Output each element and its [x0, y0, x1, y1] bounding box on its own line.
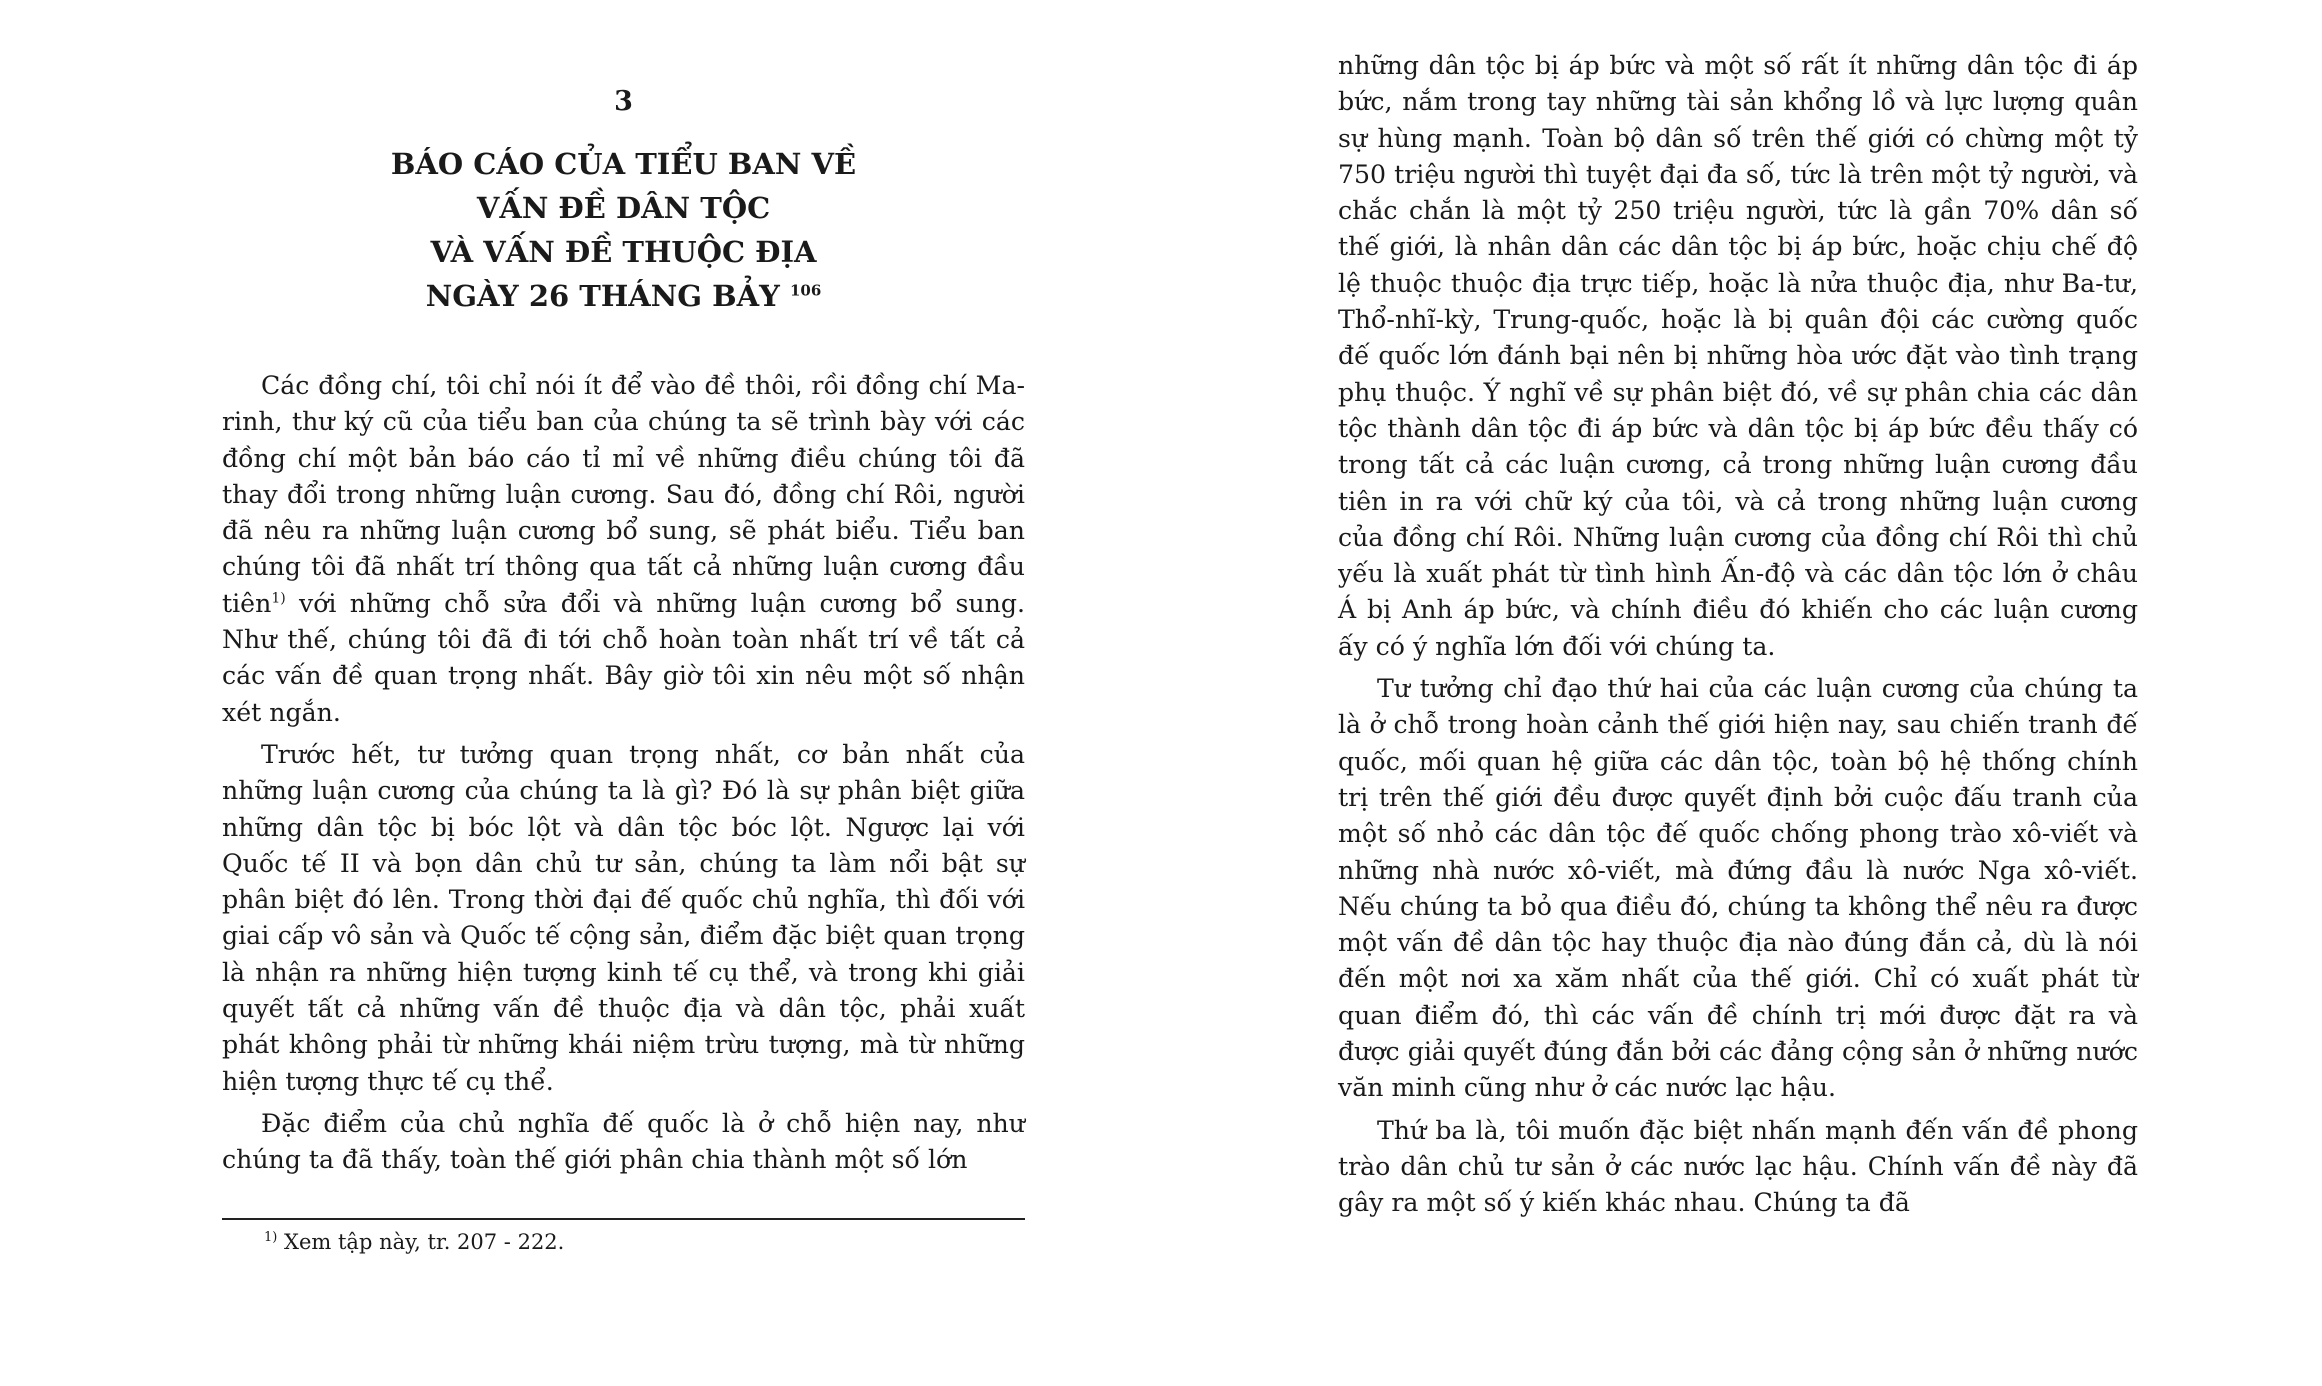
footnote-mark: 1) — [264, 1230, 278, 1245]
title-line-4-text: NGÀY 26 THÁNG BẢY — [425, 279, 780, 313]
footnote — [264, 1228, 564, 1256]
left-paragraph-1 — [222, 368, 1025, 731]
footnote-divider — [222, 1218, 1025, 1220]
chapter-title — [222, 142, 1025, 318]
right-paragraph-2: Tư tưởng chỉ đạo thứ hai của các luận cương của chúng ta là ở chỗ trong hoàn cảnh thế giới hiện nay, sau chiến tranh đế quốc, mối quan hệ giữa các dân tộc, toàn bộ hệ thống chính trị trên thế giới đều được quyết định bởi cuộc đấu tranh của một số nhỏ các dân tộc đế quốc chống phong trào xô-viết và những nhà nước xô-viết, mà đứng đầu là nước Nga xô-viết. Nếu chúng ta bỏ qua điều đó, chúng ta không thể nêu ra được một vấn đề dân tộc hay thuộc địa nào đúng đắn cả, dù là nói đến một nơi xa xăm nhất của thế giới. Chỉ có xuất phát từ quan điểm đó, thì các vấn đề chính trị mới được đặt ra và được giải quyết đúng đắn bởi các đảng cộng sản ở những nước văn minh cũng như ở các nước lạc hậu. — [1338, 674, 2138, 1103]
title-line-2: VẤN ĐỀ DÂN TỘC — [476, 191, 771, 225]
left-paragraph-1-part-1: Các đồng chí, tôi chỉ nói ít để vào đề thôi, rồi đồng chí Ma-rinh, thư ký cũ của tiểu ban của chúng ta sẽ trình bày với các đồng chí một bản báo cáo tỉ mỉ về những điều chúng tôi đã thay đổi trong những luận cương. Sau đó, đồng chí Rôi, người đã nêu ra những luận cương bổ sung, sẽ phát biểu. Tiểu ban chúng tôi đã nhất trí thông qua tất cả những luận cương đầu tiên — [222, 371, 1025, 618]
title-line-1: BÁO CÁO CỦA TIỂU BAN VỀ — [390, 147, 857, 181]
chapter-number: 3 — [614, 86, 633, 117]
title-note-ref: 106 — [789, 281, 822, 300]
left-body-text — [222, 368, 1025, 1185]
left-paragraph-1-part-2: với những chỗ sửa đổi và những luận cương bổ sung. Như thế, chúng tôi đã đi tới chỗ hoàn toàn nhất trí về tất cả các vấn đề quan trọng nhất. Bây giờ tôi xin nêu một số nhận xét ngắn. — [222, 588, 1025, 727]
right-paragraph-1: những dân tộc bị áp bức và một số rất ít những dân tộc đi áp bức, nắm trong tay những tài sản khổng lồ và lực lượng quân sự hùng mạnh. Toàn bộ dân số trên thế giới có chừng một tỷ 750 triệu người thì tuyệt đại đa số, tức là trên một tỷ người, và chắc chắn là một tỷ 250 triệu người, tức là gần 70% dân số thế giới, là nhân dân các dân tộc bị áp bức, hoặc chịu chế độ lệ thuộc thuộc địa trực tiếp, hoặc là nửa thuộc địa, như Ba-tư, Thổ-nhĩ-kỳ, Trung-quốc, hoặc là bị quân đội các cường quốc đế quốc lớn đánh bại nên bị những hòa ước đặt vào tình trạng phụ thuộc. Ý nghĩ về sự phân biệt đó, về sự phân chia các dân tộc thành dân tộc đi áp bức và dân tộc bị áp bức đều thấy có trong tất cả các luận cương, cả trong những luận cương đầu tiên in ra với chữ ký của tôi, và cả trong những luận cương của đồng chí Rôi. Những luận cương của đồng chí Rôi thì chủ yếu là xuất phát từ tình hình Ấn-độ và các dân tộc lớn ở châu Á bị Anh áp bức, và chính điều đó khiến cho các luận cương ấy có ý nghĩa lớn đối với chúng ta. — [1338, 51, 2138, 661]
left-paragraph-2: Trước hết, tư tưởng quan trọng nhất, cơ bản nhất của những luận cương của chúng ta là gì? Đó là sự phân biệt giữa những dân tộc bị bóc lột và dân tộc bóc lột. Ngược lại với Quốc tế II và bọn dân chủ tư sản, chúng ta làm nổi bật sự phân biệt đó lên. Trong thời đại đế quốc chủ nghĩa, thì đối với giai cấp vô sản và Quốc tế cộng sản, điểm đặc biệt quan trọng là nhận ra những hiện tượng kinh tế cụ thể, và trong khi giải quyết tất cả những vấn đề thuộc địa và dân tộc, phải xuất phát không phải từ những khái niệm trừu tượng, mà từ những hiện tượng thực tế cụ thể. — [222, 739, 1025, 1096]
right-body-text — [1338, 48, 2138, 1228]
footnote-text: Xem tập này, tr. 207 - 222. — [277, 1230, 565, 1254]
title-line-4 — [222, 274, 1025, 318]
left-paragraph-3: Đặc điểm của chủ nghĩa đế quốc là ở chỗ hiện nay, như chúng ta đã thấy, toàn thế giới phân chia thành một số lớn — [222, 1108, 1025, 1175]
footnote-reference: 1) — [271, 590, 286, 607]
right-paragraph-3: Thứ ba là, tôi muốn đặc biệt nhấn mạnh đến vấn đề phong trào dân chủ tư sản ở các nước lạc hậu. Chính vấn đề này đã gây ra một số ý kiến khác nhau. Chúng ta đã — [1338, 1115, 2138, 1218]
title-line-3: VÀ VẤN ĐỀ THUỘC ĐỊA — [430, 235, 817, 269]
